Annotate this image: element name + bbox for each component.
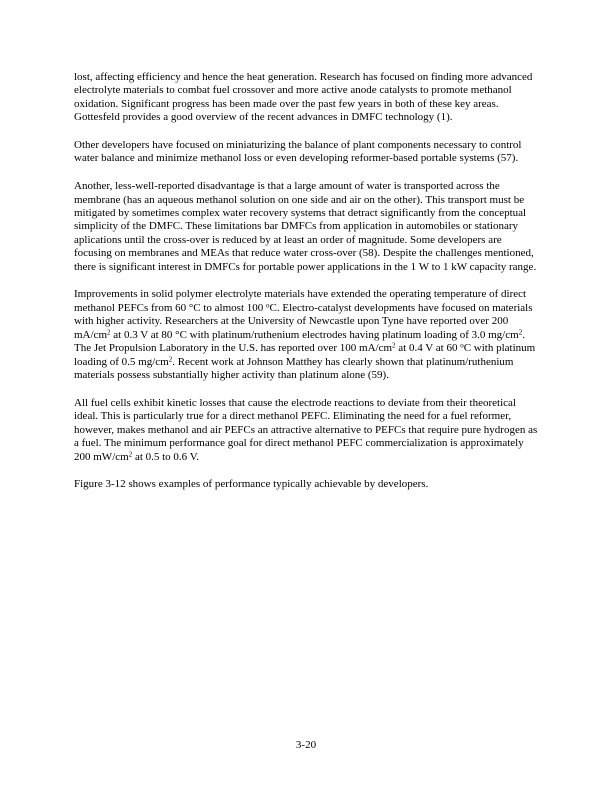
paragraph-figure-reference: Figure 3-12 shows examples of performance typically achievable by developers. [74,478,429,491]
paragraph-dmfc-research: lost, affecting efficiency and hence the heat generation. Research has focused on finding more advanced electrolyte materials to combat fuel crossover and more active anode catalysts to promote methanol oxidation. Significant progress has been made over the past few years in both of these key areas. Gottesfeld provides a good overview of the recent advances in DMFC technology (1). [74,71,533,124]
paragraph-miniaturizing: Other developers have focused on miniaturizing the balance of plant components necessary to control water balance and minimize methanol loss or even developing reformer-based portable systems (57). [74,139,522,165]
paragraph-electrolyte-improvements: Improvements in solid polymer electrolyte materials have extended the operating temperature of direct methanol PEFCs from 60 °C to almost 100 $^o$C. Electro-catalyst developments have focused on materials with higher activity. Researchers at the University of Newcastle upon Tyne have reported over 200 $mA/cm^2$ at 0.3 V at 80 °C with platinum/ruthenium electrodes having platinum loading of 3.0 $mg/cm^2$. The Jet Propulsion Laboratory in the U.S. has reported over 100 $mA/cm^2$ at 0.4 V at 60 $^o$C with platinum loading of 0.5 $mg/cm^2$. Recent work at Johnson Matthey has clearly shown that platinum/ruthenium materials possess substantially higher activity than platinum alone (59). [74,288,536,382]
degree-superscript: o [460,341,464,350]
paragraph-water-transport: Another, less-well-reported disadvantage is that a large amount of water is transported across the membrane (has an aqueous methanol solution on one side and air on the other). This transport must be mitigated by sometimes complex water recovery systems that detract significantly from the conceptual simplicity of the DMFC. These limitations bar DMFCs from application in automobiles or stationary aplications until the cross-over is reduced by at least an order of magnitude. Some developers are focusing on membranes and MEAs that reduce water cross-over (58). Despite the challenges mentioned, there is significant interest in DMFCs for portable power applications in the 1 W to 1 kW capacity range. [74,180,537,273]
page-number: 3-20 [295,739,317,751]
squared-superscript: 2 [168,355,173,364]
squared-superscript: 2 [107,328,111,337]
degree-superscript: o [266,301,270,310]
paragraph-kinetic-losses: All fuel cells exhibit kinetic losses that cause the electrode reactions to deviate from their theoretical ideal. This is particularly true for a direct methanol PEFC. Eliminating the need for a fuel reformer, however, makes methanol and air PEFCs an attractive alternative to PEFCs that require pure hydrogen as a fuel. The minimum performance goal for direct methanol PEFC commercialization is approximately 200 $mW/cm^2$ at 0.5 to 0.6 V. [74,396,538,463]
document-body [74,71,540,506]
squared-superscript: 2 [518,328,523,337]
squared-superscript: 2 [128,450,133,459]
squared-superscript: 2 [392,341,396,350]
